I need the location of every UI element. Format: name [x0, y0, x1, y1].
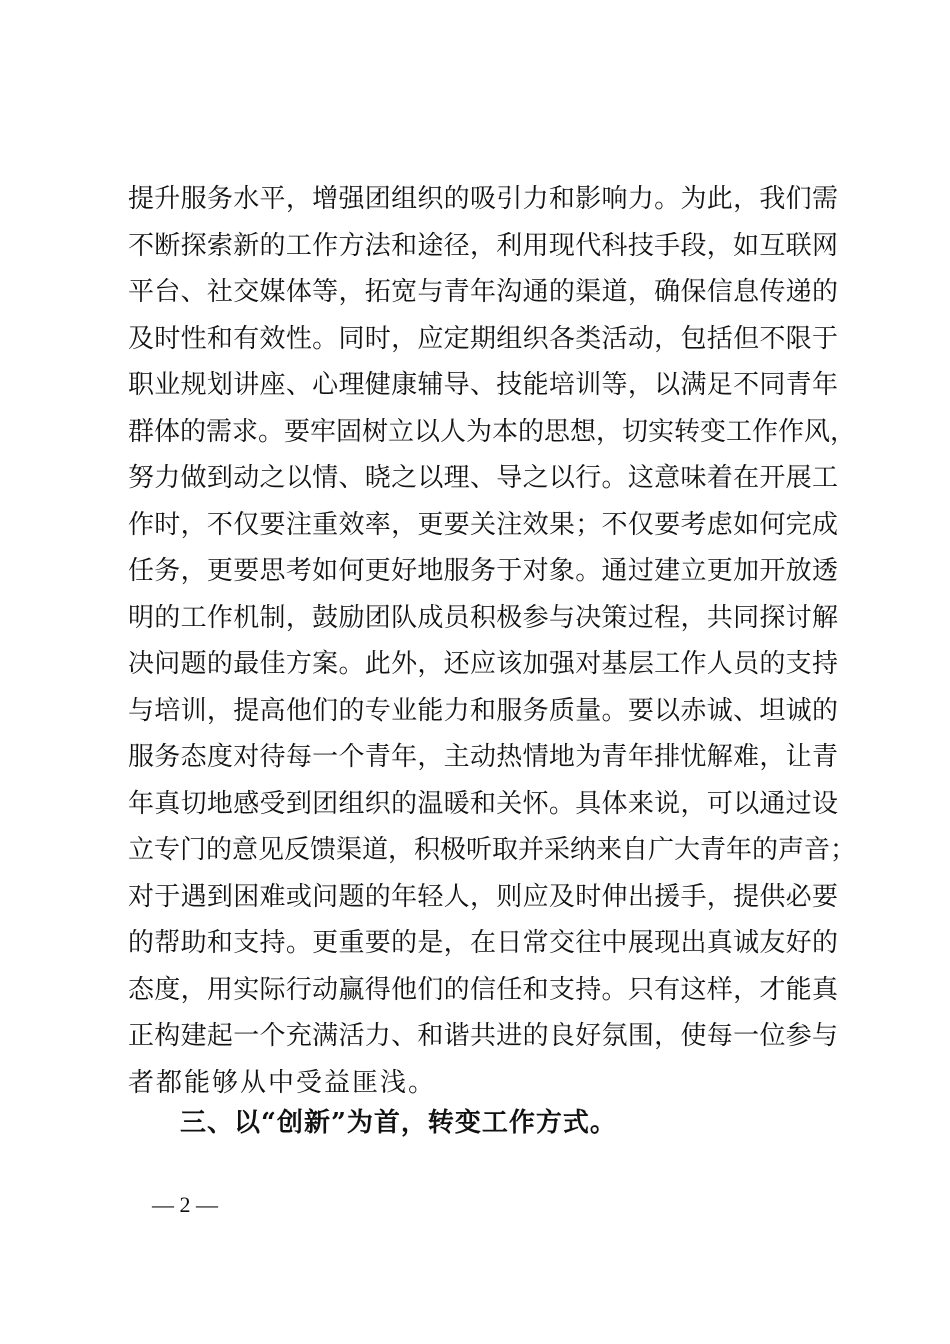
- paragraph-line: 年真切地感受到团组织的温暖和关怀。具体来说，可以通过设: [128, 788, 838, 819]
- paragraph-line: 及时性和有效性。同时，应定期组织各类活动，包括但不限于: [128, 323, 838, 354]
- paragraph-line: 任务，更要思考如何更好地服务于对象。通过建立更加开放透: [128, 556, 838, 586]
- paragraph-line: 平台、社交媒体等，拓宽与青年沟通的渠道，确保信息传递的: [128, 277, 838, 307]
- paragraph-line: 态度，用实际行动赢得他们的信任和支持。只有这样，才能真: [128, 974, 838, 1005]
- paragraph-line: 的帮助和支持。更重要的是，在日常交往中展现出真诚友好的: [128, 928, 838, 958]
- section-heading: 三、以“创新”为首，转变工作方式。: [180, 1108, 617, 1138]
- paragraph-line: 服务态度对待每一个青年，主动热情地为青年排忧解难，让青: [128, 742, 838, 772]
- paragraph-line: 群体的需求。要牢固树立以人为本的思想，切实转变工作作风，: [128, 416, 857, 447]
- body-paragraph: [128, 176, 857, 1106]
- paragraph-line: 不断探索新的工作方法和途径，利用现代科技手段，如互联网: [128, 230, 838, 261]
- paragraph-line: 提升服务水平，增强团组织的吸引力和影响力。为此，我们需: [128, 184, 838, 214]
- paragraph-line: 决问题的最佳方案。此外，还应该加强对基层工作人员的支持: [128, 649, 838, 679]
- paragraph-line: 明的工作机制，鼓励团队成员积极参与决策过程，共同探讨解: [128, 602, 838, 633]
- paragraph-line: 正构建起一个充满活力、和谐共进的良好氛围，使每一位参与: [128, 1021, 838, 1051]
- paragraph-line: 努力做到动之以情、晓之以理、导之以行。这意味着在开展工: [128, 463, 838, 493]
- paragraph-line: 作时，不仅要注重效率，更要关注效果；不仅要考虑如何完成: [128, 509, 838, 540]
- page-number: — 2 —: [152, 1192, 218, 1217]
- paragraph-line: 对于遇到困难或问题的年轻人，则应及时伸出援手，提供必要: [128, 881, 838, 912]
- paragraph-line: 立专门的意见反馈渠道，积极听取并采纳来自广大青年的声音；: [128, 835, 857, 865]
- paragraph-line: 职业规划讲座、心理健康辅导、技能培训等，以满足不同青年: [128, 370, 838, 400]
- paragraph-line: 与培训，提高他们的专业能力和服务质量。要以赤诚、坦诚的: [128, 695, 838, 726]
- paragraph-line: 者都能够从中受益匪浅。: [128, 1067, 437, 1098]
